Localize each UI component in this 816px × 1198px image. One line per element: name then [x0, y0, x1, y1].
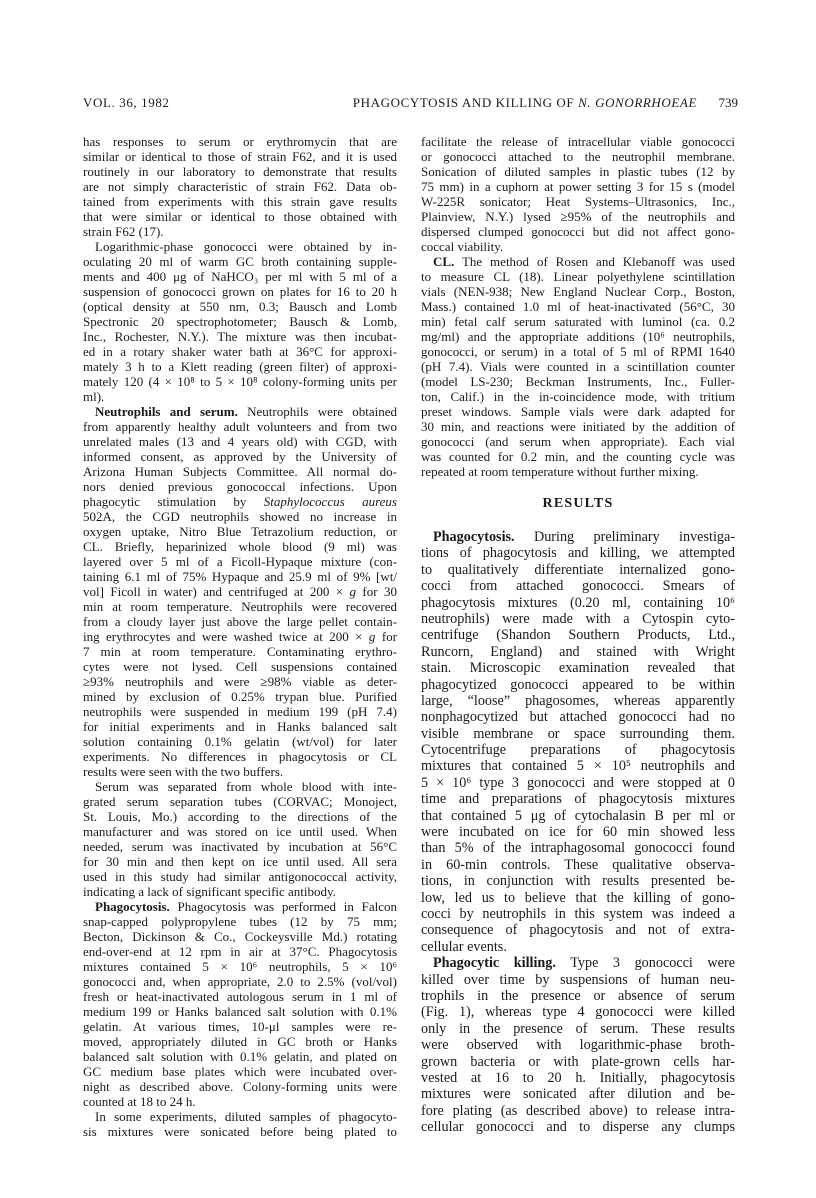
paragraph [83, 899, 397, 1109]
methods-text-left [83, 134, 397, 1139]
text-line: were observed with logarithmic-phase broth- [421, 1037, 735, 1054]
text-line: Sonication of diluted samples in plastic tubes (12 by [421, 164, 735, 179]
text-line: neutrophils were suspended in medium 199 (pH 7.4) [83, 704, 397, 719]
text-line: min at room temperature. Neutrophils were recovered [83, 599, 397, 614]
text-line: (model LS-230; Beckman Instruments, Inc., Fuller- [421, 374, 735, 389]
text-line: fore plating (as described above) to release intra- [421, 1102, 735, 1119]
text-line [83, 584, 397, 599]
text-line: used in this study had similar antigonococcal activity, [83, 869, 397, 884]
text-line: facilitate the release of intracellular viable gonococci [421, 134, 735, 149]
text-line: gonococci and, when appropriate, 2.0 to 2.5% (vol/vol) [83, 974, 397, 989]
text-line: (optical density at 550 nm, 0.3; Bausch and Lomb [83, 299, 397, 314]
text-line: trophils in the presence or absence of serum [421, 987, 735, 1004]
text-line: mined by exclusion of 0.25% trypan blue. Purified [83, 689, 397, 704]
text-line: nors denied previous gonococcal infections. Upon [83, 479, 397, 494]
text-line: 7 min at room temperature. Contaminating erythro- [83, 644, 397, 659]
text-line: counted at 18 to 24 h. [83, 1094, 196, 1109]
text-line [83, 899, 397, 914]
text-line: gonococci (and serum when appropriate). Each vial [421, 434, 735, 449]
text-line: end-over-end at 12 rpm in air at 37°C. Phagocytosis [83, 944, 397, 959]
text-line: ≥93% neutrophils and were ≥98% viable as deter- [83, 674, 397, 689]
text-line: nonphagocytized but attached gonococci had no [421, 709, 735, 726]
text-line: were incubated on ice for 60 min showed less [421, 824, 735, 841]
text-line: (Fig. 1), whereas type 4 gonococci were killed [421, 1004, 735, 1021]
text-line: layered over 5 ml of a Ficoll-Hypaque mixture (con- [83, 554, 397, 569]
text-line: Spectronic 20 spectrophotometer; Bausch & Lomb, [83, 314, 397, 329]
text-line: for initial experiments and in Hanks balanced salt [83, 719, 397, 734]
text-line: Serum was separated from whole blood with inte- [95, 779, 397, 794]
text-line: mg/ml) and the appropriate additions (10⁶ neutrophils, [421, 329, 735, 344]
text-segment: Phagocytosis was performed in Falcon [169, 899, 397, 914]
methods-text-right [421, 134, 735, 479]
text-line: to qualitatively differentiate internalized gono- [421, 561, 735, 578]
run-in-heading: Neutrophils and serum. [95, 404, 238, 419]
text-line: was counted for 0.2 min, and the counting cycle was [421, 449, 735, 464]
text-line: coccal viability. [421, 239, 504, 254]
text-line [83, 629, 397, 644]
text-segment: Neutrophils were obtained [237, 404, 397, 419]
text-line: manufacturer and was stored on ice until used. When [83, 824, 397, 839]
paragraph [421, 134, 735, 254]
text-line: for 30 min and then kept on ice until used. All sera [83, 854, 397, 869]
text-segment: for 30 [356, 584, 397, 599]
text-line: than 5% of the intraphagosomal gonococci found [421, 840, 735, 857]
text-segment: for [375, 629, 397, 644]
text-line: 30 min, and reactions were initiated by the addition of [421, 419, 735, 434]
text-line: needed, serum was inactivated by incubation at 56°C [83, 839, 397, 854]
text-line: ments and 400 μg of NaHCO₃ per ml with 5 ml of a [83, 269, 397, 284]
text-line: grated serum separation tubes (CORVAC; Monoject, [83, 794, 397, 809]
text-line: mately 120 (4 × 10⁸ to 5 × 10⁸ colony-forming units per [83, 374, 397, 389]
text-line: to measure CL (18). Linear polyethylene scintillation [421, 269, 735, 284]
text-line: (pH 7.4). Vials were counted in a scintillation counter [421, 359, 735, 374]
text-line: has responses to serum or erythromycin that are [83, 134, 397, 149]
text-line [421, 254, 735, 269]
text-segment: The method of Rosen and Klebanoff was used [454, 254, 735, 269]
text-line: Plainview, N.Y.) lysed ≥95% of the neutrophils and [421, 209, 735, 224]
text-segment: phagocytic stimulation by [83, 494, 264, 509]
text-line: experiments. No differences in phagocytosis or CL [83, 749, 397, 764]
text-line: GC medium base plates which were incubated over- [83, 1064, 397, 1079]
paragraph [421, 529, 735, 955]
text-line: gelatin. At various times, 10-μl samples were re- [83, 1019, 397, 1034]
italic-text: g [368, 629, 376, 644]
text-line: Inc., Rochester, N.Y.). The mixture was then incubat- [83, 329, 397, 344]
text-line: Arizona Human Subjects Committee. All normal do- [83, 464, 397, 479]
text-line: sis mixtures were sonicated before being plated to [83, 1124, 397, 1139]
running-title-text: PHAGOCYTOSIS AND KILLING OF [352, 95, 575, 110]
text-line: tained from experiments with this strain gave results [83, 194, 397, 209]
text-line: cytes were not lysed. Cell suspensions contained [83, 659, 397, 674]
text-line: preset windows. Sample vials were dark adapted for [421, 404, 735, 419]
run-in-heading: CL. [433, 254, 455, 269]
text-line: suspension of gonococci grown on plates for 16 to 20 h [83, 284, 397, 299]
left-column [83, 134, 397, 1139]
text-segment: During preliminary investiga- [514, 529, 735, 545]
text-line: Logarithmic-phase gonococci were obtained by in- [95, 239, 397, 254]
text-line: Runcorn, England) and stained with Wright [421, 643, 735, 660]
text-segment: Type 3 gonococci were [555, 955, 735, 972]
text-line: solution containing 0.1% gelatin (wt/vol) for later [83, 734, 397, 749]
text-line: or gonococci attached to the neutrophil membrane. [421, 149, 735, 164]
text-line: ed in a rotary shaker water bath at 36°C for approxi- [83, 344, 397, 359]
text-line: mixtures that contained 5 × 10⁵ neutrophils and [421, 758, 735, 775]
text-line: vested at 16 to 20 h. Initially, phagocytosis [421, 1069, 735, 1086]
text-line: cellular events. [421, 938, 507, 955]
text-line: 75 mm) in a cuphorn at power setting 3 for 15 s (model [421, 179, 735, 194]
run-in-heading: Phagocytosis. [95, 899, 170, 914]
text-segment: ing erythrocytes and were washed twice at 200 × [83, 629, 369, 644]
text-line [83, 404, 397, 419]
text-line: W-225R sonicator; Heat Systems–Ultrasonics, Inc., [421, 194, 735, 209]
run-in-heading: Phagocytosis. [433, 529, 515, 545]
text-line: ton, Calif.) in the in-coincidence mode, with tritium [421, 389, 735, 404]
text-line: St. Louis, Mo.) according to the directions of the [83, 809, 397, 824]
text-line: neutrophils) were made with a Cytospin cyto- [421, 610, 735, 627]
text-line: low, led us to believe that the killing of gono- [421, 889, 735, 906]
text-line: gonococci, or serum) in a total of 5 ml of RPMI 1640 [421, 344, 735, 359]
text-line: cellular gonococci and to disperse any clumps [421, 1119, 735, 1136]
paragraph [421, 955, 735, 1135]
text-line [421, 529, 735, 545]
text-line: snap-capped polypropylene tubes (12 by 75 mm; [83, 914, 397, 929]
text-segment: vol] Ficoll in water) and centrifuged at 200 × [83, 584, 350, 599]
text-line: that were similar or identical to those obtained with [83, 209, 397, 224]
text-line: unrelated males (13 and 4 years old) with CGD, with [83, 434, 397, 449]
italic-text: g [349, 584, 356, 599]
text-line [421, 955, 735, 971]
paragraph [83, 134, 397, 239]
text-line: indicating a lack of significant specific antibody. [83, 884, 336, 899]
text-line: In some experiments, diluted samples of phagocyto- [95, 1109, 397, 1124]
text-line: 502A, the CGD neutrophils showed no increase in [83, 509, 397, 524]
text-line: dispersed clumped gonococci but did not affect gono- [421, 224, 735, 239]
text-line: mixtures contained 5 × 10⁶ neutrophils, 5 × 10⁶ [83, 959, 397, 974]
text-line: tions of phagocytosis and killing, we attempted [421, 545, 735, 562]
text-line: fresh or heat-inactivated autologous serum in 1 ml of [83, 989, 397, 1004]
text-line: mixtures were sonicated after dilution and be- [421, 1086, 735, 1103]
text-line: Cytocentrifuge preparations of phagocytosis [421, 742, 735, 759]
text-line: killed over time by suspensions of human neu- [421, 971, 735, 988]
paragraph [421, 254, 735, 479]
text-line: strain F62 (17). [83, 224, 164, 239]
paragraph [83, 404, 397, 779]
text-line: mately 3 h to a Klett reading (green filter) of approxi- [83, 359, 397, 374]
right-column [421, 134, 735, 1135]
text-line: cocci by neutrophils in this system was indeed a [421, 905, 735, 922]
text-line: moved, appropriately diluted in GC broth or Hanks [83, 1034, 397, 1049]
text-line: in 60-min controls. These qualitative observa- [421, 856, 735, 873]
text-line: centrifuge (Shandon Southern Products, Ltd., [421, 627, 735, 644]
text-line: CL. Briefly, heparinized whole blood (9 ml) was [83, 539, 397, 554]
text-line: time and preparations of phagocytosis mixtures [421, 791, 735, 808]
running-title-species: N. GONORRHOEAE [578, 95, 697, 110]
text-line: oculating 20 ml of warm GC broth containing supple- [83, 254, 397, 269]
text-line: vials (NEN-938; New England Nuclear Corp., Boston, [421, 284, 735, 299]
volume-year: VOL. 36, 1982 [83, 95, 170, 110]
text-line: balanced salt solution with 0.1% gelatin, and plated on [83, 1049, 397, 1064]
running-title [353, 95, 697, 111]
text-line: visible membrane or space surrounding them. [421, 725, 735, 742]
text-line: 5 × 10⁶ type 3 gonococci and were stopped at 0 [421, 774, 735, 791]
text-line: consequence of phagocytosis and not of extra- [421, 922, 735, 939]
running-head [0, 95, 816, 111]
text-line: similar or identical to those of strain F62, and it is used [83, 149, 397, 164]
italic-text: Staphylococcus aureus [263, 494, 397, 509]
text-line: Becton, Dickinson & Co., Cockeysville Md.) rotating [83, 929, 397, 944]
text-line: routinely in our laboratory to demonstrate that results [83, 164, 397, 179]
text-line: ml). [83, 389, 105, 404]
section-heading-results: RESULTS [542, 496, 614, 511]
text-line: min) fetal calf serum saturated with luminol (ca. 0.2 [421, 314, 735, 329]
page-number: 739 [718, 95, 738, 110]
paragraph [83, 779, 397, 899]
text-line: cocci from attached gonococci. Smears of [421, 578, 735, 595]
run-in-heading: Phagocytic killing. [433, 955, 556, 972]
text-line: informed consent, as approved by the University of [83, 449, 397, 464]
text-line: night as described above. Colony-forming units were [83, 1079, 397, 1094]
text-line: taining 6.1 ml of 75% Hypaque and 25.9 ml of 9% [wt/ [83, 569, 397, 584]
text-line: are not simply characteristic of strain F62. Data ob- [83, 179, 397, 194]
text-line: tions, in conjunction with results presented be- [421, 873, 735, 890]
text-line: medium 199 or Hanks balanced salt solution with 0.1% [83, 1004, 397, 1019]
text-line: from a cloudy layer just above the large pellet contain- [83, 614, 397, 629]
paragraph [83, 239, 397, 404]
text-line: oxygen uptake, Nitro Blue Tetrazolium reduction, or [83, 524, 397, 539]
text-line: large, “loose” phagosomes, whereas apparently [421, 692, 735, 709]
text-line: phagocytized gonococci appeared to be within [421, 676, 735, 693]
text-line: that contained 5 μg of cytochalasin B per ml or [421, 807, 735, 824]
text-line: stain. Microscopic examination revealed that [421, 660, 735, 677]
text-line: repeated at room temperature without further mixing. [421, 464, 699, 479]
text-line: only in the presence of serum. These results [421, 1020, 735, 1037]
paragraph [83, 1109, 397, 1139]
results-text [421, 529, 735, 1135]
text-line: from apparently healthy adult volunteers and from two [83, 419, 397, 434]
text-line: grown bacteria or with plate-grown cells har- [421, 1053, 735, 1070]
text-line: Mass.) contained 1.0 ml of heat-inactivated (56°C, 30 [421, 299, 735, 314]
text-line: results were seen with the two buffers. [83, 764, 284, 779]
text-line [83, 494, 397, 509]
text-line: phagocytosis mixtures (0.20 ml, containing 10⁶ [421, 594, 735, 611]
